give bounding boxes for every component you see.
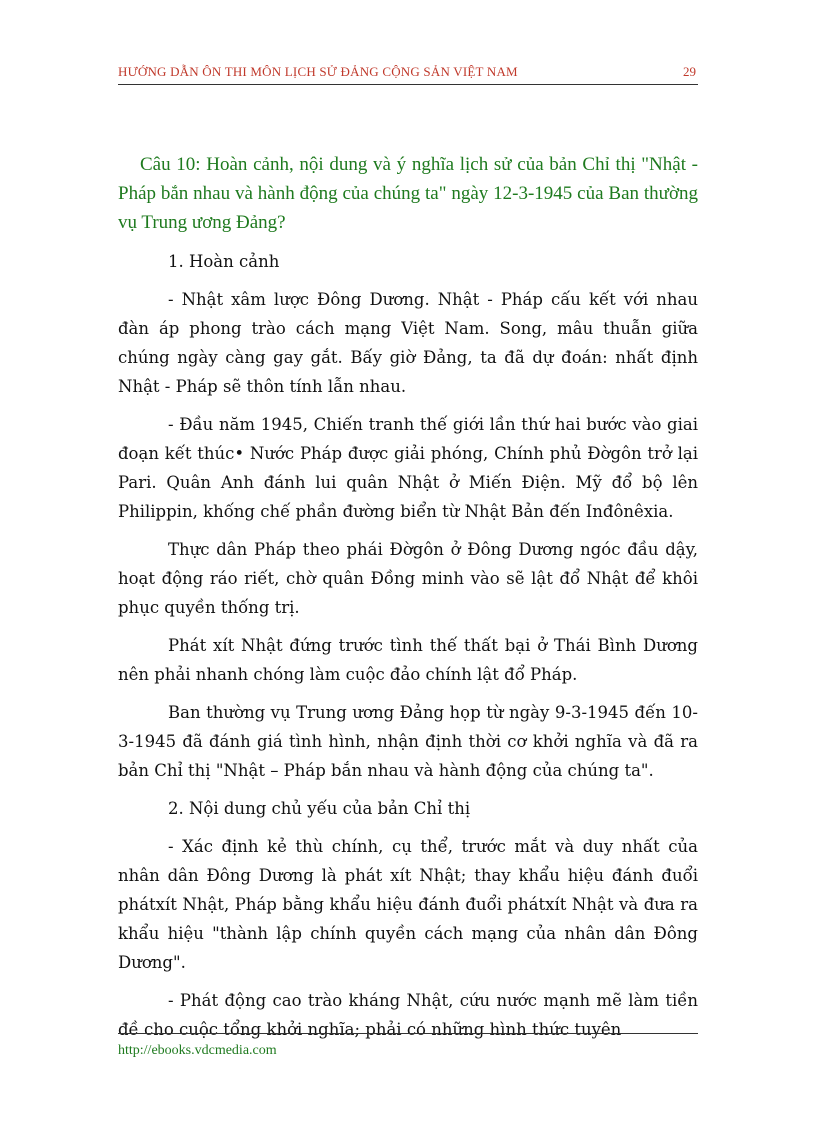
paragraph: - Xác định kẻ thù chính, cụ thể, trước mắt và duy nhất của nhân dân Đông Dương là phát xít Nhật; thay khẩu hiệu đánh đuổi phátxít Nhật, Pháp bằng khẩu hiệu đánh đuổi phátxít Nhật và đưa ra khẩu hiệu "thành lập chính quyền cách mạng của nhân dân Đông Dương". <box>118 837 698 972</box>
paragraph: Phát xít Nhật đứng trước tình thế thất bại ở Thái Bình Dương nên phải nhanh chóng làm cuộc đảo chính lật đổ Pháp. <box>118 636 698 684</box>
section-heading-content: 2. Nội dung chủ yếu của bản Chỉ thị <box>168 799 471 818</box>
paragraph: Ban thường vụ Trung ương Đảng họp từ ngày 9-3-1945 đến 10-3-1945 đã đánh giá tình hình, nhận định thời cơ khởi nghĩa và đã ra bản Chỉ thị "Nhật – Pháp bắn nhau và hành động của chúng ta". <box>118 703 698 780</box>
page-content <box>118 150 698 1053</box>
section-heading-context: 1. Hoàn cảnh <box>168 252 280 271</box>
paragraph: - Phát động cao trào kháng Nhật, cứu nước mạnh mẽ làm tiền đề cho cuộc tổng khởi nghĩa; phải có những hình thức tuyên <box>118 991 698 1039</box>
paragraph: Thực dân Pháp theo phái Đờgôn ở Đông Dương ngóc đầu dậy, hoạt động ráo riết, chờ quân Đồng minh vào sẽ lật đổ Nhật để khôi phục quyền thống trị. <box>118 540 698 617</box>
question-heading: Câu 10: Hoàn cảnh, nội dung và ý nghĩa lịch sử của bản Chỉ thị "Nhật - Pháp bắn nhau và hành động của chúng ta" ngày 12-3-1945 của Ban thường vụ Trung ương Đảng? <box>118 154 698 233</box>
page-number: 29 <box>683 64 696 79</box>
paragraph: - Đầu năm 1945, Chiến tranh thế giới lần thứ hai bước vào giai đoạn kết thúc• Nước Pháp được giải phóng, Chính phủ Đờgôn trở lại Pari. Quân Anh đánh lui quân Nhật ở Miến Điện. Mỹ đổ bộ lên Philippin, khống chế phần đường biển từ Nhật Bản đến Inđônêxia. <box>118 415 698 521</box>
footer-divider <box>118 1033 698 1034</box>
page-header <box>118 62 698 85</box>
footer-link[interactable]: http://ebooks.vdcmedia.com <box>118 1043 277 1058</box>
header-title: HƯỚNG DẪN ÔN THI MÔN LỊCH SỬ ĐẢNG CỘNG SẢN VIỆT NAM <box>118 64 518 79</box>
paragraph: - Nhật xâm lược Đông Dương. Nhật - Pháp cấu kết với nhau đàn áp phong trào cách mạng Việt Nam. Song, mâu thuẫn giữa chúng ngày càng gay gắt. Bấy giờ Đảng, ta đã dự đoán: nhất định Nhật - Pháp sẽ thôn tính lẫn nhau. <box>118 290 698 396</box>
